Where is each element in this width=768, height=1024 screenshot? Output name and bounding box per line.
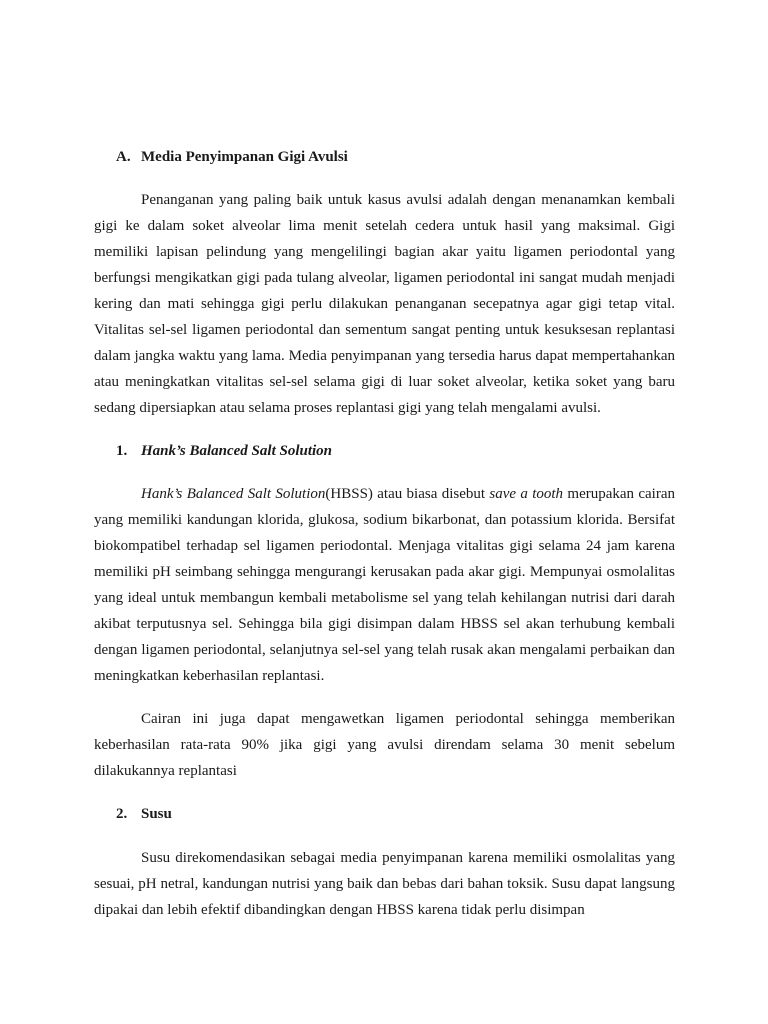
item1-p1-text-a: (HBSS) atau biasa disebut (325, 486, 490, 503)
item1-title: Hank’s Balanced Salt Solution (141, 443, 333, 460)
item2-marker: 2. (116, 806, 128, 823)
section-intro-paragraph: Penanganan yang paling baik untuk kasus avulsi adalah dengan menanamkan kembali gigi ke dalam soket alveolar lima menit setelah cedera untuk hasil yang maksimal. Gigi memiliki lapisan pelindung yang mengelilingi bagian akar yaitu ligamen periodontal yang berfungsi mengikatkan gigi pada tulang alveolar, ligamen periodontal ini sangat mudah menjadi kering dan mati sehingga gigi perlu dilakukan penanganan secepatnya agar gigi tetap vital. Vitalitas sel-sel ligamen periodontal dan sementum sangat penting untuk kesuksesan replantasi dalam jangka waktu yang lama. Media penyimpanan yang tersedia harus dapat mempertahankan atau meningkatkan vitalitas sel-sel selama gigi di luar soket alveolar, ketika soket yang baru sedang dipersiapkan atau selama proses replantasi gigi yang telah mengalami avulsi. (94, 192, 675, 416)
item1-paragraph-2: Cairan ini juga dapat mengawetkan ligamen periodontal sehingga memberikan keberhasilan rata-rata 90% jika gigi yang avulsi direndam selama 30 menit sebelum dilakukannya replantasi (94, 711, 675, 779)
item2-title: Susu (141, 806, 172, 823)
item1-marker: 1. (116, 443, 128, 460)
item1-paragraph-1 (94, 482, 675, 689)
item2-heading (94, 802, 675, 828)
item1-p1-italic-a: Hank’s Balanced Salt Solution (141, 486, 326, 503)
item1-p1-text-b: merupakan cairan yang memiliki kandungan klorida, glukosa, sodium bikarbonat, dan potassium klorida. Bersifat biokompatibel terhadap sel ligamen periodontal. Menjaga vitalitas gigi selama 24 jam karena memiliki pH seimbang sehingga mengurangi kerusakan pada akar gigi. Mempunyai osmolalitas yang ideal untuk membangun kembali metabolisme sel yang telah kehilangan nutrisi dari darah akibat terputusnya sel. Sehingga bila gigi disimpan dalam HBSS sel akan terhubung kembali dengan ligamen periodontal, selanjutnya sel-sel yang telah rusak akan mengalami perbaikan dan meningkatkan keberhasilan replantasi. (94, 486, 676, 684)
item2-paragraph-1: Susu direkomendasikan sebagai media penyimpanan karena memiliki osmolalitas yang sesuai, pH netral, kandungan nutrisi yang baik dan bebas dari bahan toksik. Susu dapat langsung dipakai dan lebih efektif dibandingkan dengan HBSS karena tidak perlu disimpan (94, 849, 675, 918)
document-content (94, 145, 675, 924)
item1-p1-italic-b: save a tooth (489, 486, 564, 503)
section-title: Media Penyimpanan Gigi Avulsi (141, 149, 348, 165)
item1-heading (94, 439, 675, 465)
section-marker: A. (116, 149, 131, 165)
section-heading (94, 145, 675, 171)
